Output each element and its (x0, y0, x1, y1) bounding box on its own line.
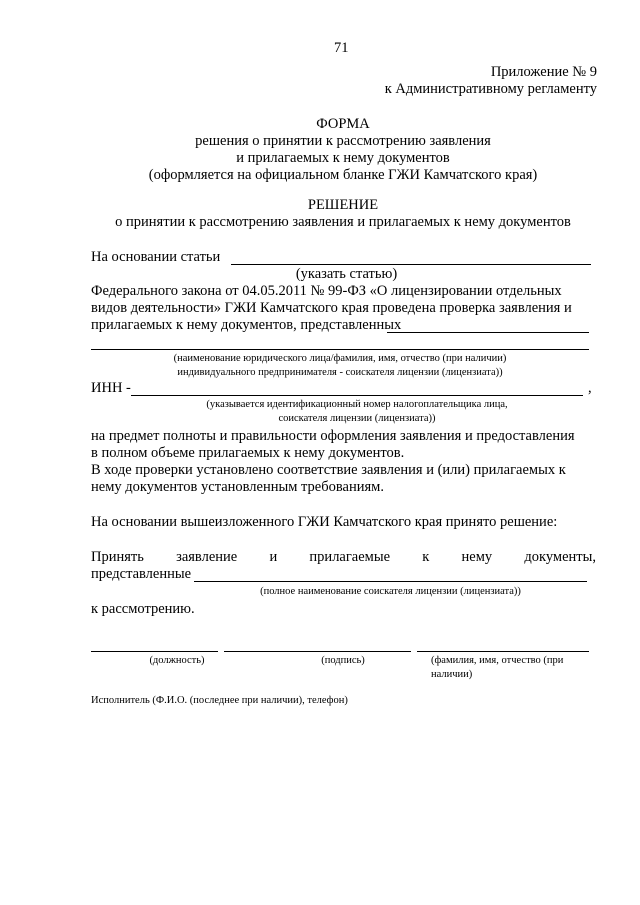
form-subtitle-line1: решения о принятии к рассмотрению заявления (195, 133, 491, 149)
appendix-line1: Приложение № 9 (490, 64, 597, 80)
accept-word: нему (461, 549, 493, 565)
law-line1: Федерального закона от 04.05.2011 № 99-ФЗ «О лицензировании отдельных (91, 283, 562, 299)
name-hint-line2: индивидуального предпринимателя - соискателя лицензии (лицензиата)) (177, 367, 503, 378)
name-hint-line1: (наименование юридического лица/фамилия, имя, отчество (при наличии) (173, 353, 507, 364)
law-line2: видов деятельности» ГЖИ Камчатского края проведена проверка заявления и (91, 300, 572, 316)
position-blank-line[interactable] (91, 651, 218, 652)
decision-title: РЕШЕНИЕ (307, 197, 379, 213)
applicant-hint: (полное наименование соискателя лицензии (лицензиата)) (260, 586, 521, 597)
accept-word: документы, (524, 549, 596, 565)
decision-subtitle: о принятии к рассмотрению заявления и прилагаемых к нему документов (115, 214, 571, 230)
check-line2: в полном объеме прилагаемых к нему документов. (91, 445, 405, 461)
inn-comma: , (588, 380, 592, 396)
position-hint: (должность) (149, 655, 205, 666)
law-line3: прилагаемых к нему документов, представленных (91, 317, 402, 333)
accept-word: заявление (176, 549, 238, 565)
page-number: 71 (334, 40, 349, 56)
signature-blank-line[interactable] (224, 651, 411, 652)
accept-line (91, 549, 596, 566)
decision-intro: На основании вышеизложенного ГЖИ Камчатского края принято решение: (91, 514, 558, 530)
inn-label: ИНН - (91, 380, 131, 396)
result-line1: В ходе проверки установлено соответствие заявления и (или) прилагаемых к (91, 462, 566, 478)
inn-hint-line2: соискателя лицензии (лицензиата)) (278, 413, 436, 424)
accept-word: и (269, 549, 278, 565)
basis-label: На основании статьи (91, 249, 221, 265)
executor-note: Исполнитель (Ф.И.О. (последнее при наличии), телефон) (91, 695, 348, 706)
article-blank-line[interactable] (231, 264, 591, 265)
result-line2: нему документов установленным требованиям. (91, 479, 384, 495)
accept-word: к (422, 549, 430, 565)
applicant-name-blank-line[interactable] (91, 349, 589, 350)
form-title: ФОРМА (316, 116, 370, 132)
for-review: к рассмотрению. (91, 601, 195, 617)
full-applicant-name-blank-line[interactable] (194, 581, 587, 582)
presented-by-blank-line[interactable] (387, 332, 589, 333)
signature-hint: (подпись) (321, 655, 365, 666)
form-subtitle-line3: (оформляется на официальном бланке ГЖИ Камчатского края) (148, 167, 538, 183)
check-line1: на предмет полноты и правильности оформления заявления и предоставления (91, 428, 575, 444)
fio-hint-line1: (фамилия, имя, отчество (при (431, 655, 564, 666)
appendix-line2: к Административному регламенту (384, 81, 597, 97)
inn-blank-line[interactable] (131, 395, 583, 396)
accept-word: Принять (91, 549, 144, 565)
inn-hint-line1: (указывается идентификационный номер налогоплательщика лица, (206, 399, 508, 410)
accept-word: прилагаемые (309, 549, 391, 565)
presented-label: представленные (91, 566, 192, 582)
basis-hint: (указать статью) (295, 266, 398, 282)
fio-blank-line[interactable] (417, 651, 589, 652)
form-subtitle-line2: и прилагаемых к нему документов (236, 150, 450, 166)
fio-hint-line2: наличии) (431, 669, 473, 680)
